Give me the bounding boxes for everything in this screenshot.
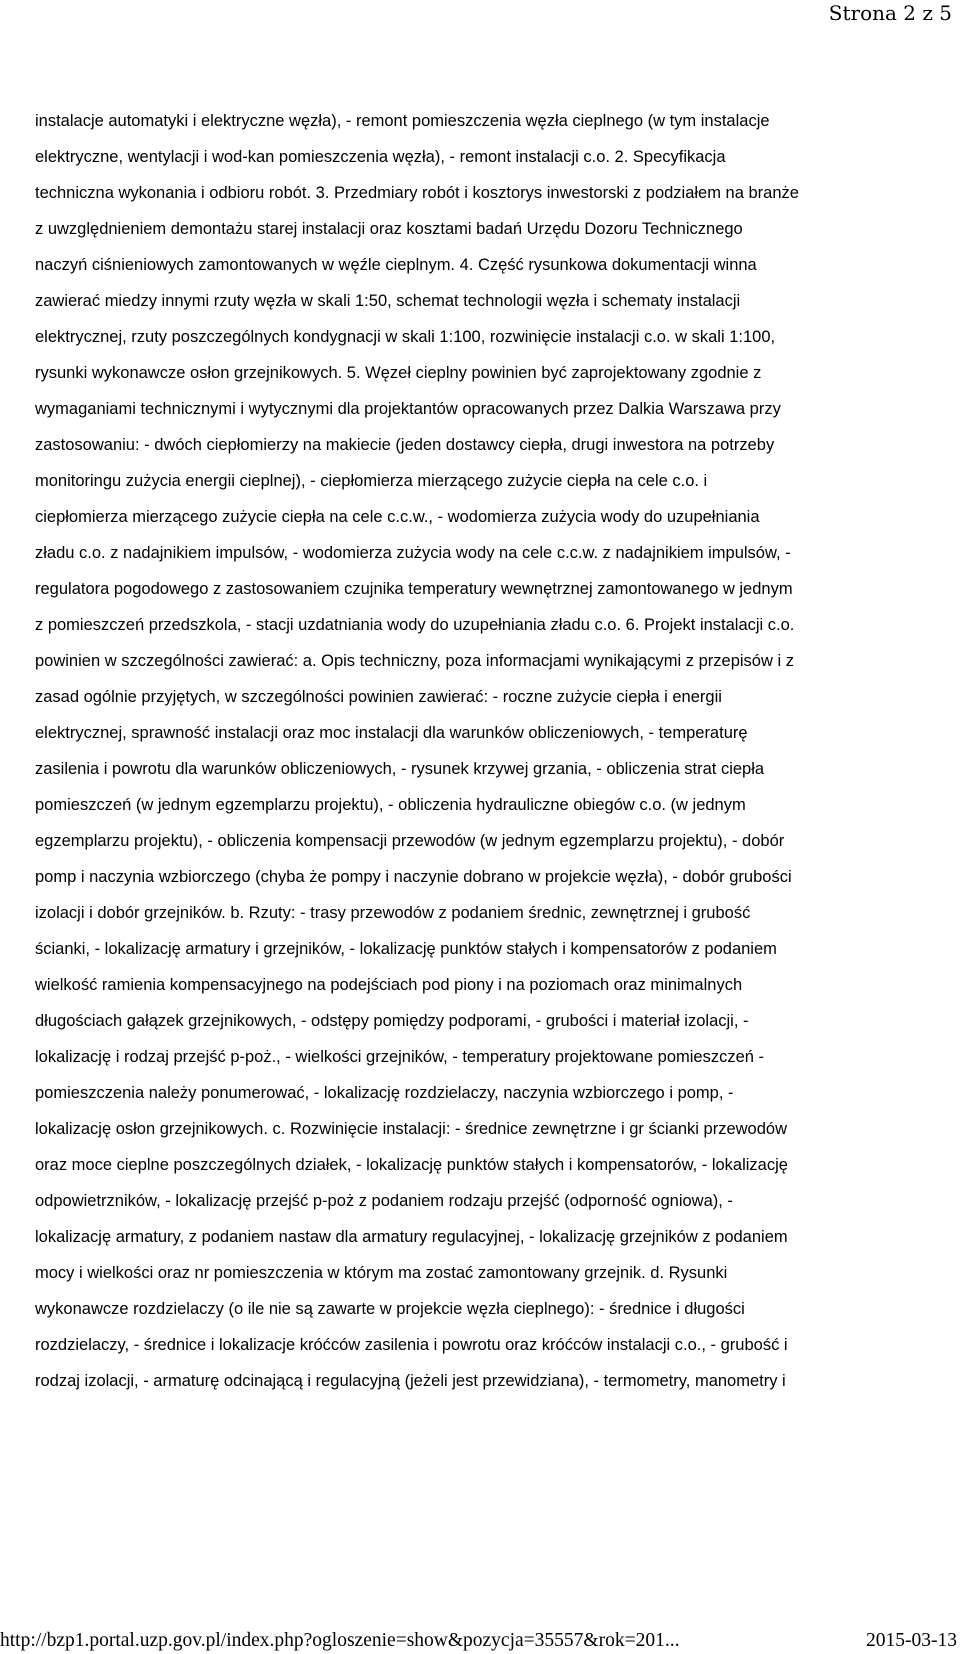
text-line: wymaganiami technicznymi i wytycznymi dla projektantów opracowanych przez Dalkia Warszawa przy — [35, 400, 781, 418]
text-line: monitoringu zużycia energii cieplnej), - ciepłomierza mierzącego zużycie ciepła na cele c.o. i — [35, 472, 708, 490]
text-line: pomieszczeń (w jednym egzemplarzu projektu), - obliczenia hydrauliczne obiegów c.o. (w jednym — [35, 796, 746, 814]
text-line: z uwzględnieniem demontażu starej instalacji oraz kosztami badań Urzędu Dozoru Technicznego — [35, 220, 743, 238]
text-line: egzemplarzu projektu), - obliczenia kompensacji przewodów (w jednym egzemplarzu projektu), - dobór — [35, 832, 785, 850]
text-line: powinien w szczególności zawierać: a. Opis techniczny, poza informacjami wynikającymi z przepisów i z — [35, 652, 794, 670]
text-line: długościach gałązek grzejnikowych, - odstępy pomiędzy podporami, - grubości i materiał izolacji, - — [35, 1012, 749, 1030]
text-line: lokalizację i rodzaj przejść p-poż., - wielkości grzejników, - temperatury projektowane pomieszczeń - — [35, 1048, 765, 1066]
footer-url: http://bzp1.portal.uzp.gov.pl/index.php?ogloszenie=show&pozycja=35557&rok=201... — [0, 1630, 680, 1651]
text-line: wielkość ramienia kompensacyjnego na podejściach pod piony i na poziomach oraz minimalnych — [35, 976, 743, 994]
text-line: pomieszczenia należy ponumerować, - lokalizację rozdzielaczy, naczynia wzbiorczego i pomp, - — [35, 1084, 734, 1102]
text-line: ciepłomierza mierzącego zużycie ciepła na cele c.c.w., - wodomierza zużycia wody do uzupełniania — [35, 508, 760, 526]
document-body — [35, 103, 930, 1399]
text-line: pomp i naczynia wzbiorczego (chyba że pompy i naczynie dobrano w projekcie węzła), - dobór grubości — [35, 868, 792, 886]
text-line: z pomieszczeń przedszkola, - stacji uzdatniania wody do uzupełniania zładu c.o. 6. Projekt instalacji c.o. — [35, 616, 795, 634]
text-line: odpowietrzników, - lokalizację przejść p-poż z podaniem rodzaju przejść (odporność ogniowa), - — [35, 1192, 733, 1210]
text-line: mocy i wielkości oraz nr pomieszczenia w którym ma zostać zamontowany grzejnik. d. Rysunki — [35, 1264, 728, 1282]
text-line: naczyń ciśnieniowych zamontowanych w węźle cieplnym. 4. Część rysunkowa dokumentacji winna — [35, 256, 757, 274]
text-line: oraz moce cieplne poszczególnych działek, - lokalizację punktów stałych i kompensatorów, - lokalizację — [35, 1156, 788, 1174]
text-line: instalacje automatyki i elektryczne węzła), - remont pomieszczenia węzła cieplnego (w tym instalacje — [35, 112, 770, 130]
text-line: zasilenia i powrotu dla warunków obliczeniowych, - rysunek krzywej grzania, - obliczenia strat ciepła — [35, 760, 765, 778]
text-line: wykonawcze rozdzielaczy (o ile nie są zawarte w projekcie węzła cieplnego): - średnice i długości — [35, 1300, 745, 1318]
text-line: rodzaj izolacji, - armaturę odcinającą i regulacyjną (jeżeli jest przewidziana), - termometry, manometry i — [35, 1372, 786, 1390]
text-line: lokalizację osłon grzejnikowych. c. Rozwinięcie instalacji: - średnice zewnętrzne i gr ścianki przewodów — [35, 1120, 787, 1138]
text-line: techniczna wykonania i odbioru robót. 3. Przedmiary robót i kosztorys inwestorski z podziałem na branże — [35, 184, 799, 202]
page-footer — [0, 1628, 960, 1654]
text-line: regulatora pogodowego z zastosowaniem czujnika temperatury wewnętrznej zamontowanego w jednym — [35, 580, 793, 598]
text-line: zawierać miedzy innymi rzuty węzła w skali 1:50, schemat technologii węzła i schematy instalacji — [35, 292, 741, 310]
text-line: zasad ogólnie przyjętych, w szczególności powinien zawierać: - roczne zużycie ciepła i energii — [35, 688, 722, 706]
text-line: zastosowaniu: - dwóch ciepłomierzy na makiecie (jeden dostawcy ciepła, drugi inwestora na potrzeby — [35, 436, 775, 454]
text-line: izolacji i dobór grzejników. b. Rzuty: - trasy przewodów z podaniem średnic, zewnętrznej i grubość — [35, 904, 751, 922]
text-line: lokalizację armatury, z podaniem nastaw dla armatury regulacyjnej, - lokalizację grzejników z podaniem — [35, 1228, 788, 1246]
text-line: ścianki, - lokalizację armatury i grzejników, - lokalizację punktów stałych i kompensatorów z podaniem — [35, 940, 777, 958]
text-line: zładu c.o. z nadajnikiem impulsów, - wodomierza zużycia wody na cele c.c.w. z nadajnikiem impulsów, - — [35, 544, 791, 562]
footer-date: 2015-03-13 — [866, 1630, 957, 1651]
text-line: rozdzielaczy, - średnice i lokalizacje króćców zasilenia i powrotu oraz króćców instalacji c.o., - grubość i — [35, 1336, 788, 1354]
text-line: elektryczne, wentylacji i wod-kan pomieszczenia węzła), - remont instalacji c.o. 2. Specyfikacja — [35, 148, 726, 166]
text-line: elektrycznej, rzuty poszczególnych kondygnacji w skali 1:100, rozwinięcie instalacji c.o. w skali 1:100, — [35, 328, 776, 346]
page-number-label: Strona 2 z 5 — [828, 1, 952, 25]
text-line: rysunki wykonawcze osłon grzejnikowych. 5. Węzeł cieplny powinien być zaprojektowany zgodnie z — [35, 364, 762, 382]
text-line: elektrycznej, sprawność instalacji oraz moc instalacji dla warunków obliczeniowych, - temperaturę — [35, 724, 748, 742]
